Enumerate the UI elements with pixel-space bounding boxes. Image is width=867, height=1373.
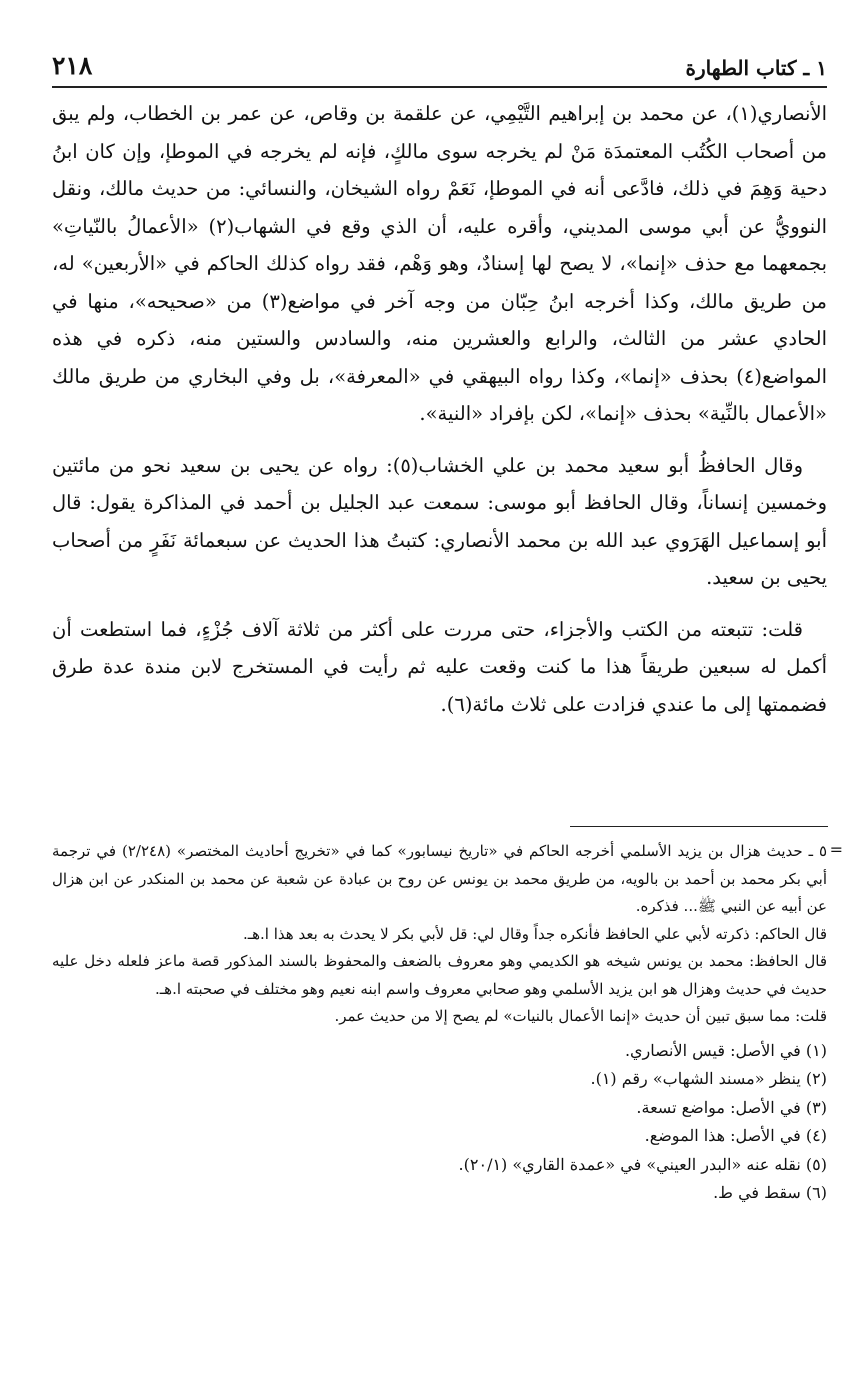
footnote-item: (٤) في الأصل: هذا الموضع. — [644, 1126, 827, 1145]
footnote-item: (٣) في الأصل: مواضع تسعة. — [636, 1097, 827, 1117]
page-number: ٢١٨ — [52, 51, 93, 80]
footnote-continued-1: ٥ ـ حديث هزال بن يزيد الأسلمي أخرجه الحاكم في «تاريخ نيسابور» كما في «تخريج أحاديث المختصر» (٢/٢٤٨) في ترجمة أبي بكر محمد بن أحمد بن بالويه، من طريق محمد بن يونس عن روح بن عبادة عن شعبة عن محمد بن المنكدر عن ابن هزال عن أبيه عن النبي ﷺ... فذكره. — [52, 842, 828, 915]
paragraph-1: الأنصاري(١)، عن محمد بن إبراهيم التَّيْمِي، عن علقمة بن وقاص، عن عمر بن الخطاب، ولم يبق من أصحاب الكُتُب المعتمدَة مَنْ لم يخرجه سوى مالكٍ، فإنه لم يخرجه في الموطإ، وإن كان ابنُ دحية وَهِمَ في ذلك، فادَّعى أنه في الموطإ، نَعَمْ رواه الشيخان، والنسائي: من حديث مالك، ونقل النوويُّ عن أبي موسى المديني، وأقره عليه، أن الذي وقع في الشهاب(٢) «الأعمالُ بالنّياتِ» بجمعهما مع حذف «إنما»، لا يصح لها إسنادٌ، وهو وَهْم، فقد رواه كذلك الحاكم في «الأربعين» له، من طريق مالك، وكذا أخرجه ابنُ حِبّان من وجه آخر في مواضع(٣) من «صحيحه»، منها في الحادي عشر من الثالث، والرابع والعشرين منه، والسادس والستين منه، ذكره في هذه المواضع(٤) بحذف «إنما»، وكذا رواه البيهقي في «المعرفة»، بل وفي البخاري من طريق مالك «الأعمال بالنِّية» بحذف «إنما»، لكن بإفراد «النية». — [52, 102, 827, 425]
paragraph-3: قلت: تتبعته من الكتب والأجزاء، حتى مررت على أكثر من ثلاثة آلاف جُزْءٍ، فما استطعت أن أكمل له سبعين طريقاً هذا ما كنت وقعت عليه ثم رأيت في المستخرج لابن مندة عدة طرق فضممتها إلى ما عندي فزادت على ثلاث مائة(٦). — [52, 617, 827, 716]
main-text — [52, 95, 827, 737]
footnote-list — [52, 1037, 827, 1208]
footnote-continued-4: قلت: مما سبق تبين أن حديث «إنما الأعمال بالنيات» لم يصح إلا من حديث عمر. — [334, 1007, 827, 1025]
footnote-continuation-mark: = — [829, 840, 843, 859]
footnote-item: (٦) سقط في ط. — [713, 1183, 827, 1202]
footnotes — [52, 838, 827, 1208]
footnote-divider — [570, 826, 828, 827]
paragraph-2: وقال الحافظُ أبو سعيد محمد بن علي الخشاب(٥): رواه عن يحيى بن سعيد نحو من مائتين وخمسين إنساناً، وقال الحافظ أبو موسى: سمعت عبد الجليل بن أحمد في المذاكرة يقول: قال أبو إسماعيل الهَرَوي عبد الله بن محمد الأنصاري: كتبتُ هذا الحديث عن سبعمائة نَفَرٍ من أصحاب يحيى بن سعيد. — [52, 453, 827, 589]
footnote-item: (٥) نقله عنه «البدر العيني» في «عمدة القاري» (٢٠/١). — [458, 1154, 827, 1174]
footnote-continued-2: قال الحاكم: ذكرته لأبي علي الحافظ فأنكره جداً وقال لي: قل لأبي بكر لا يحدث به بعد هذا ا.هـ. — [242, 924, 827, 943]
page-header — [52, 40, 827, 88]
footnote-continued-3: قال الحافظ: محمد بن يونس شيخه هو الكديمي وهو معروف بالضعف والمحفوظ بالسند المذكور قصة ماعز فلعله دخل عليه حديث في حديث وهزال هو ابن يزيد الأسلمي وهو صحابي معروف واسم ابنه نعيم وهو مختلف في صحبته ا.هـ. — [52, 952, 827, 998]
footnote-item: (٢) ينظر «مسند الشهاب» رقم (١). — [590, 1069, 827, 1088]
chapter-title: ١ ـ كتاب الطهارة — [685, 56, 827, 80]
footnote-item: (١) في الأصل: قيس الأنصاري. — [624, 1040, 827, 1060]
